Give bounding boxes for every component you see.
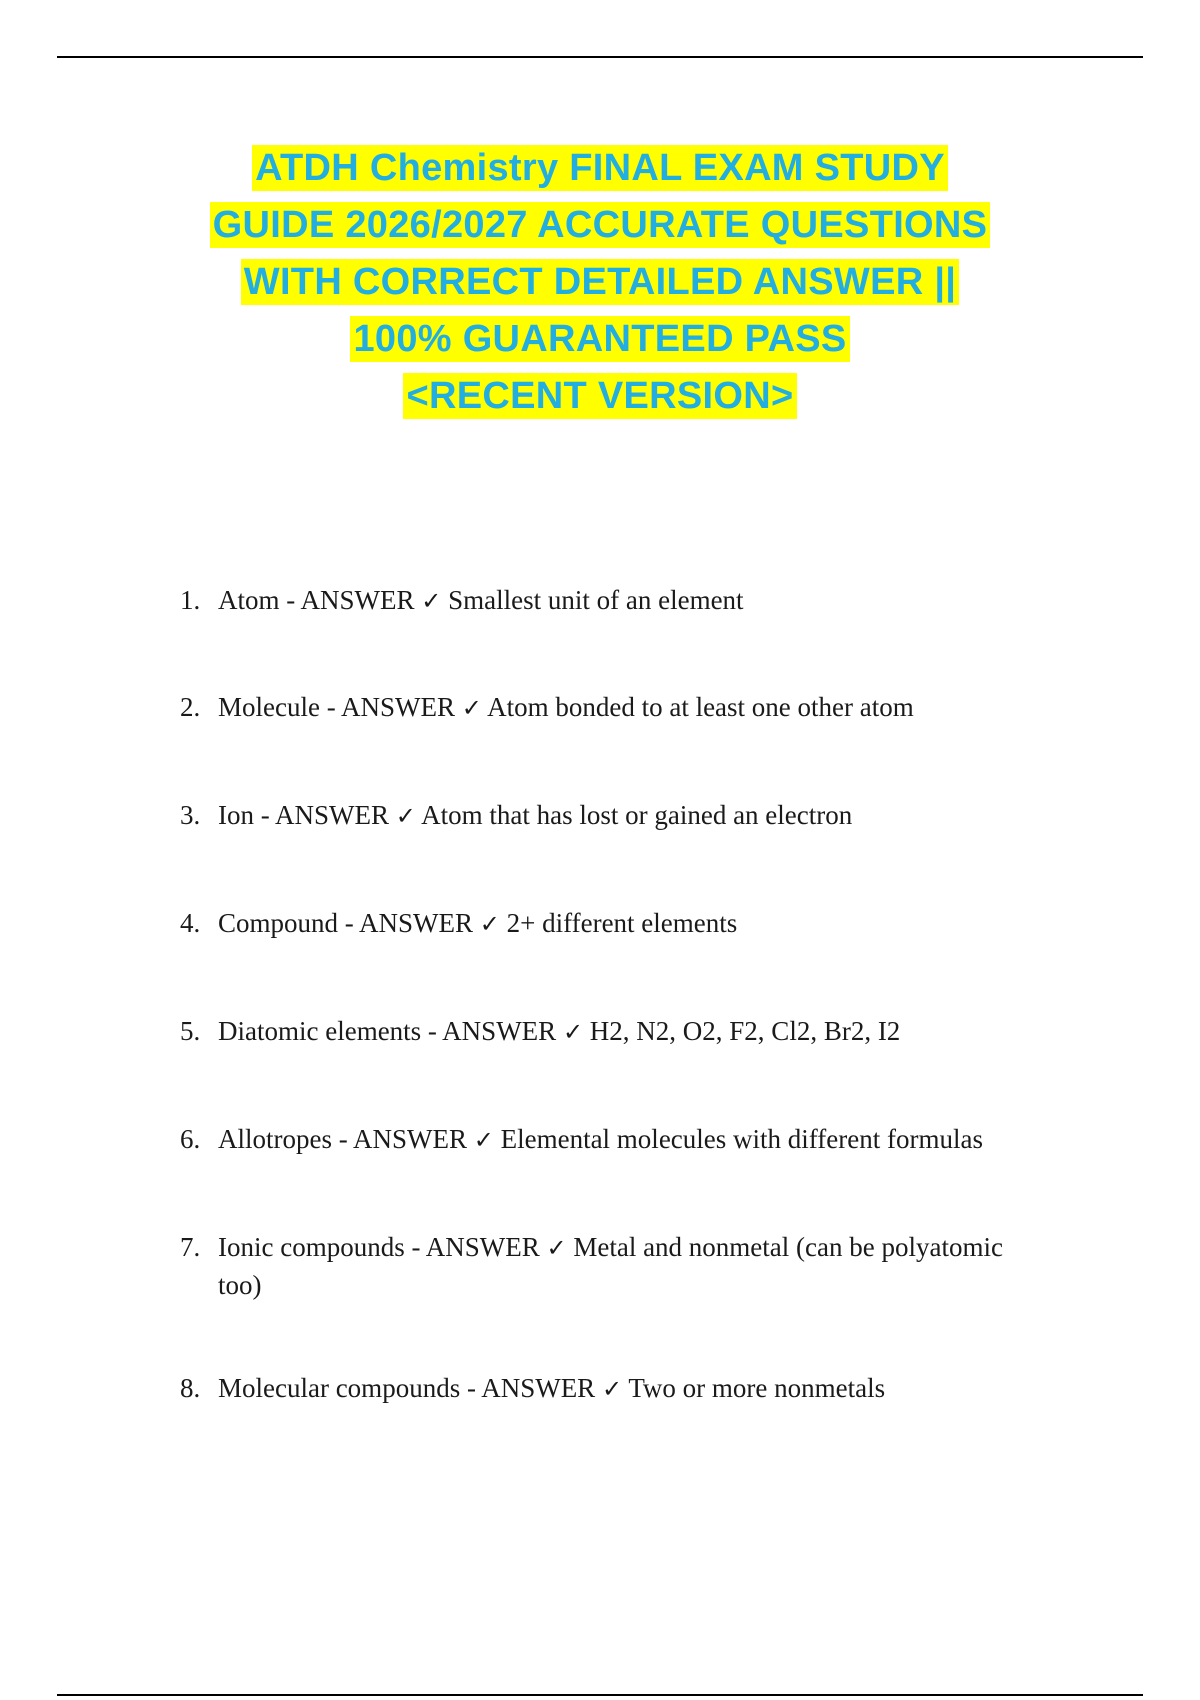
document-title — [100, 140, 1100, 425]
item-number: 7. — [180, 1232, 201, 1262]
item-number: 8. — [180, 1373, 201, 1403]
item-answer: Atom bonded to at least one other atom — [487, 692, 914, 722]
title-line-3: WITH CORRECT DETAILED ANSWER || — [100, 254, 1100, 311]
check-icon: ✓ — [479, 910, 500, 938]
list-item — [180, 905, 1060, 943]
item-number: 4. — [180, 908, 201, 938]
item-text — [218, 582, 1038, 620]
item-text — [218, 1121, 1038, 1159]
item-number: 3. — [180, 800, 201, 830]
item-text — [218, 1370, 1038, 1408]
list-item — [180, 797, 1060, 835]
item-term: Diatomic elements - ANSWER — [218, 1016, 557, 1046]
item-answer: Smallest unit of an element — [448, 585, 744, 615]
check-icon: ✓ — [473, 1126, 494, 1154]
item-text — [218, 797, 1038, 835]
item-term: Atom - ANSWER — [218, 585, 415, 615]
check-icon: ✓ — [395, 802, 416, 830]
list-item — [180, 582, 1060, 620]
bottom-rule — [57, 1694, 1143, 1696]
item-term: Ionic compounds - ANSWER — [218, 1232, 540, 1262]
list-item — [180, 1121, 1060, 1159]
item-answer: Metal and nonmetal (can be polyatomic too) — [218, 1232, 1003, 1300]
list-item — [180, 1229, 1060, 1304]
title-line-1: ATDH Chemistry FINAL EXAM STUDY — [100, 140, 1100, 197]
item-answer: Atom that has lost or gained an electron — [421, 800, 853, 830]
item-answer: Elemental molecules with different formulas — [500, 1124, 983, 1154]
item-term: Molecular compounds - ANSWER — [218, 1373, 596, 1403]
title-line-4: 100% GUARANTEED PASS — [100, 311, 1100, 368]
item-number: 6. — [180, 1124, 201, 1154]
item-text — [218, 689, 1038, 727]
check-icon: ✓ — [546, 1234, 567, 1262]
check-icon: ✓ — [421, 587, 442, 615]
item-number: 5. — [180, 1016, 201, 1046]
check-icon: ✓ — [601, 1375, 623, 1403]
item-term: Ion - ANSWER — [218, 800, 389, 830]
list-item — [180, 689, 1060, 727]
item-text — [218, 1013, 1038, 1051]
title-line-5: <RECENT VERSION> — [100, 368, 1100, 425]
list-item — [180, 1370, 1060, 1408]
check-icon: ✓ — [461, 694, 482, 722]
title-line-2: GUIDE 2026/2027 ACCURATE QUESTIONS — [100, 197, 1100, 254]
top-rule — [57, 56, 1143, 58]
item-text — [218, 905, 1038, 943]
item-term: Compound - ANSWER — [218, 908, 474, 938]
check-icon: ✓ — [562, 1018, 584, 1046]
item-term: Allotropes - ANSWER — [218, 1124, 467, 1154]
list-item — [180, 1013, 1060, 1051]
item-answer: 2+ different elements — [506, 908, 738, 938]
item-answer: H2, N2, O2, F2, Cl2, Br2, I2 — [589, 1016, 901, 1046]
item-term: Molecule - ANSWER — [218, 692, 455, 722]
item-number: 2. — [180, 692, 201, 722]
item-answer: Two or more nonmetals — [628, 1373, 886, 1403]
item-text — [218, 1229, 1038, 1304]
item-number: 1. — [180, 585, 201, 615]
